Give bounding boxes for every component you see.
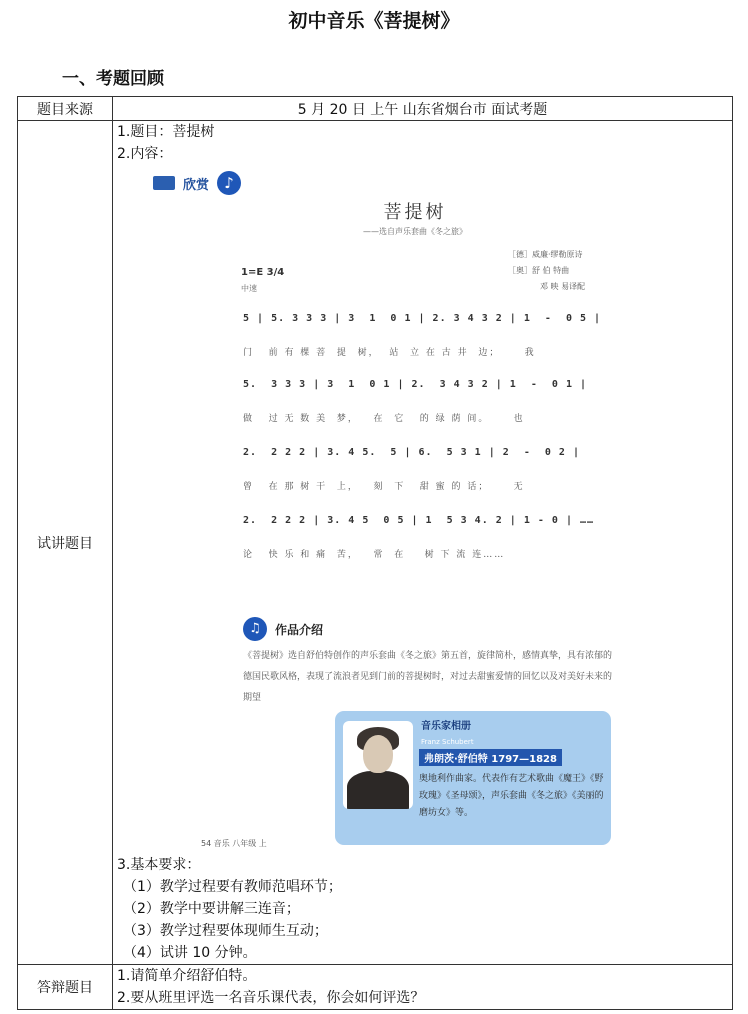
- notation-line-3: 2. 2 2 2 | 3. 4 5. 5 | 6. 5 3 1 | 2 - 0 2 |: [243, 447, 580, 458]
- content-line: 2.内容：: [117, 146, 173, 162]
- trial-row: [18, 121, 733, 965]
- lyrics-line-4: 论 快 乐 和 痛 苦， 常 在 树 下 流 连……: [243, 550, 506, 560]
- card-title: 音乐家相册: [421, 721, 471, 732]
- badge-label: 欣赏: [183, 177, 210, 193]
- lyrics-line-1: 门 前 有 棵 菩 提 树， 站 立 在 古 井 边； 我: [243, 348, 536, 358]
- intro-title: 作品介绍: [275, 622, 324, 637]
- notation-line-1: 5 | 5. 3 3 3 | 3 1 0 1 | 2. 3 4 3 2 | 1 - 0 5 |: [243, 313, 602, 324]
- key-signature: 1=E 3/4: [241, 267, 285, 278]
- requirement-1: （1）教学过程要有教师范唱环节；: [123, 879, 342, 895]
- credit-composer: ［奥］舒 伯 特曲: [508, 266, 570, 275]
- trial-content: [113, 121, 733, 965]
- requirements-title: 3.基本要求：: [117, 857, 201, 873]
- page-number: 54 音乐 八年级 上: [201, 839, 267, 848]
- badge-bar: [153, 176, 175, 190]
- defense-row: [18, 965, 733, 1010]
- defense-label: 答辩题目: [18, 965, 113, 1010]
- section-heading: 一、考题回顾: [62, 69, 164, 89]
- card-name-label: 弗朗茨·舒伯特 1797—1828: [419, 749, 562, 766]
- card-description: 奥地利作曲家。代表作有艺术歌曲《魔王》《野玫瑰》《圣母颂》，声乐套曲《冬之旅》《美丽的磨坊女》等。: [419, 774, 604, 818]
- song-subtitle: ——选自声乐套曲《冬之旅》: [363, 227, 467, 236]
- song-title: 菩提树: [383, 202, 447, 223]
- defense-question-1: 1.请简单介绍舒伯特。: [117, 968, 257, 984]
- source-row: [18, 97, 733, 121]
- trial-label: 试讲题目: [18, 121, 113, 965]
- defense-content: [113, 965, 733, 1010]
- credit-lyricist: ［德］威廉·缪勒原诗: [508, 250, 583, 259]
- source-value: 5 月 20 日 上午 山东省烟台市 面试考题: [113, 97, 733, 121]
- lyrics-line-3: 曾 在 那 树 干 上， 刻 下 甜 蜜 的 话； 无: [243, 482, 525, 492]
- requirement-3: （3）教学过程要体现师生互动；: [123, 923, 328, 939]
- credit-translator: 邓 映 易译配: [540, 282, 586, 291]
- music-note-icon: ♪: [217, 171, 241, 195]
- intro-heading: [243, 617, 323, 641]
- book-icon: ♫: [243, 617, 267, 641]
- appreciation-badge: [153, 171, 241, 195]
- musician-card: [335, 711, 611, 845]
- notation-line-2: 5. 3 3 3 | 3 1 0 1 | 2. 3 4 3 2 | 1 - 0 1 |: [243, 379, 588, 390]
- notation-line-4: 2. 2 2 2 | 3. 4 5 0 5 | 1 5 3 4. 2 | 1 - 0 | ……: [243, 515, 595, 526]
- source-label: 题目来源: [18, 97, 113, 121]
- document-title: 初中音乐《菩提树》: [288, 10, 460, 32]
- requirement-4: （4）试讲 10 分钟。: [123, 945, 257, 961]
- topic-line: 1.题目：菩提树: [117, 124, 215, 140]
- tempo-marking: 中速: [241, 284, 257, 293]
- lyrics-line-2: 做 过 无 数 美 梦， 在 它 的 绿 荫 间。 也: [243, 414, 525, 424]
- textbook-page: [113, 165, 732, 854]
- schubert-portrait: [343, 721, 413, 809]
- exam-table: [17, 96, 733, 1010]
- intro-paragraph: 《菩提树》选自舒伯特创作的声乐套曲《冬之旅》第五首，旋律简朴，感情真挚，具有浓郁的德国民歌风格，表现了流浪者见到门前的菩提树时，对过去甜蜜爱情的回忆以及对美好未来的期望: [243, 651, 613, 703]
- requirement-2: （2）教学中要讲解三连音；: [123, 901, 300, 917]
- defense-question-2: 2.要从班里评选一名音乐课代表，你会如何评选？: [117, 990, 425, 1006]
- card-english-name: Franz Schubert: [421, 738, 474, 746]
